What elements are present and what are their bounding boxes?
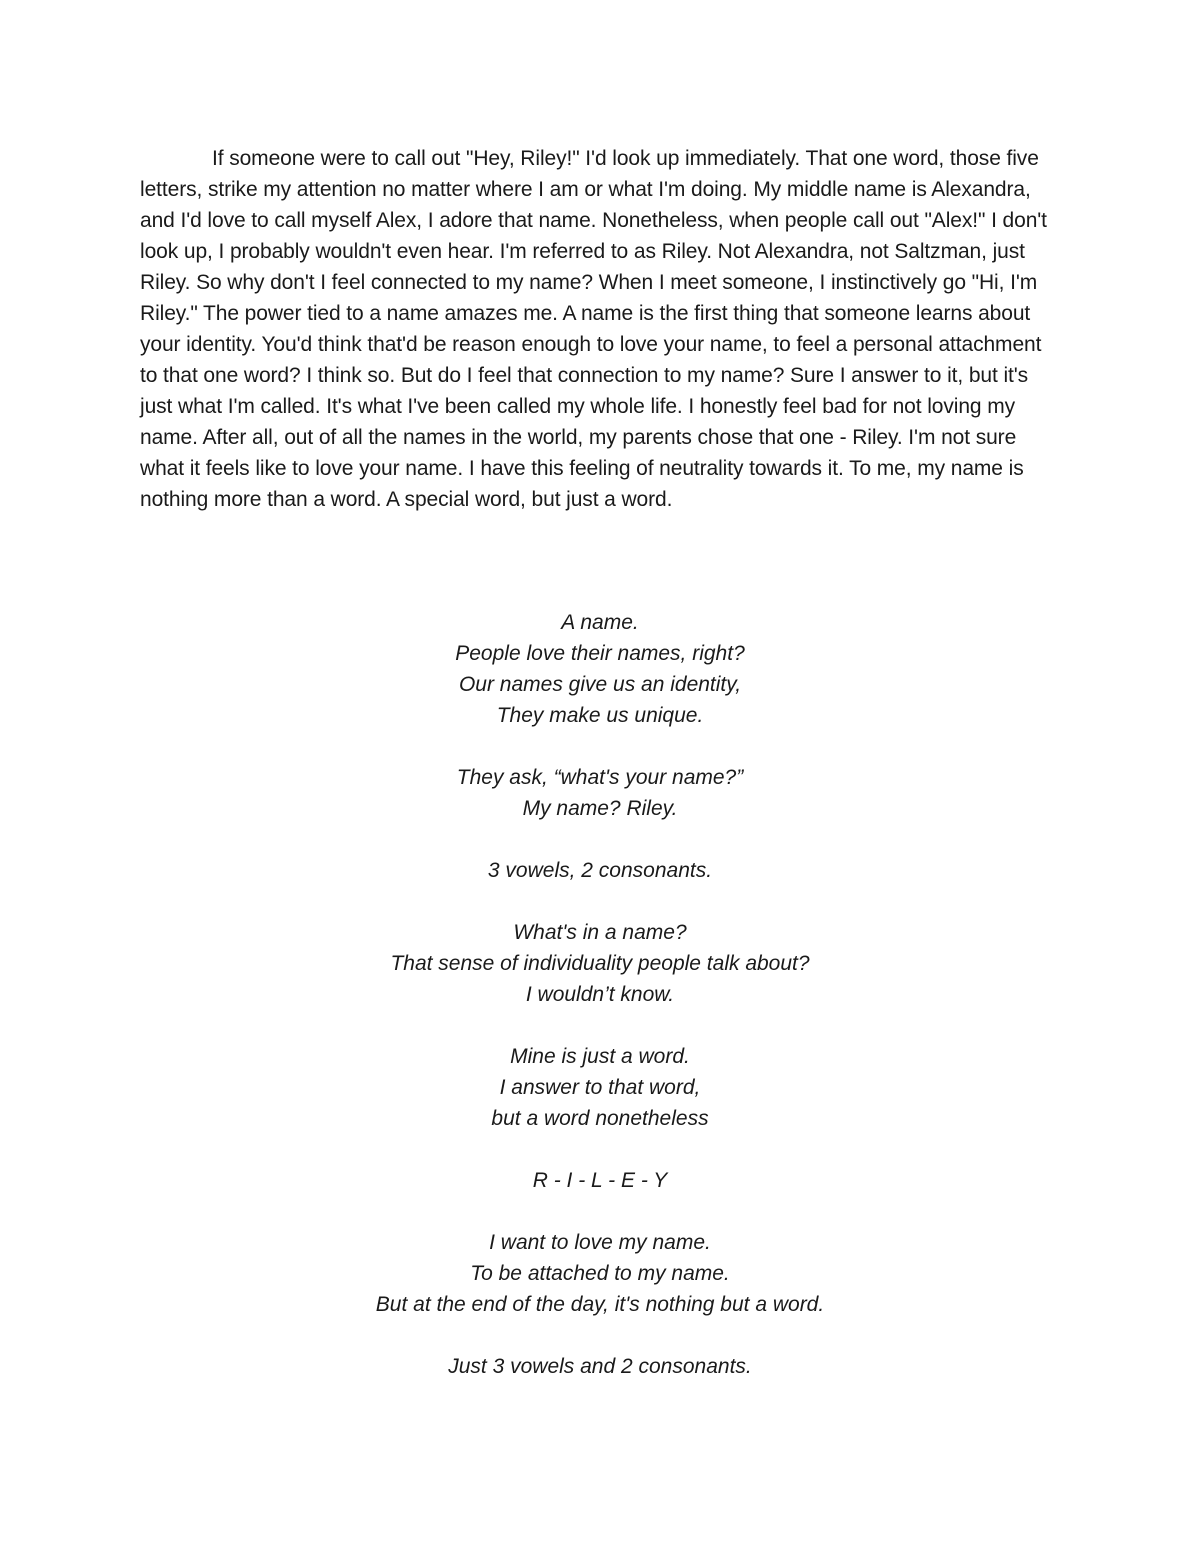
- poem: [140, 607, 1060, 1382]
- poem-stanza-8: [140, 1351, 1060, 1382]
- poem-stanza-7: [140, 1227, 1060, 1320]
- poem-stanza-2: [140, 762, 1060, 824]
- poem-line: To be attached to my name.: [470, 1262, 730, 1285]
- poem-stanza-5: [140, 1041, 1060, 1134]
- poem-line: They ask, “what's your name?”: [456, 766, 744, 789]
- poem-line: That sense of individuality people talk about?: [390, 952, 810, 975]
- poem-stanza-3: [140, 855, 1060, 886]
- poem-line: 3 vowels, 2 consonants.: [487, 859, 713, 882]
- poem-line: R - I - L - E - Y: [532, 1169, 668, 1192]
- essay-paragraph: If someone were to call out "Hey, Riley!" I'd look up immediately. That one word, those five letters, strike my attention no matter where I am or what I'm doing. My middle name is Alexandra, and I'd love to call myself Alex, I adore that name. Nonetheless, when people call out "Alex!" I don't look up, I probably wouldn't even hear. I'm referred to as Riley. Not Alexandra, not Saltzman, just Riley. So why don't I feel connected to my name? When I meet someone, I instinctively go "Hi, I'm Riley." The power tied to a name amazes me. A name is the first thing that someone learns about your identity. You'd think that'd be reason enough to love your name, to feel a personal attachment to that one word? I think so. But do I feel that connection to my name? Sure I answer to it, but it's just what I'm called. It's what I've been called my whole life. I honestly feel bad for not loving my name. After all, out of all the names in the world, my parents chose that one - Riley. I'm not sure what it feels like to love your name. I have this feeling of neutrality towards it. To me, my name is nothing more than a word. A special word, but just a word.: [140, 147, 1047, 511]
- poem-line: I want to love my name.: [489, 1231, 711, 1254]
- poem-line: But at the end of the day, it's nothing but a word.: [375, 1293, 825, 1316]
- poem-stanza-4: [140, 917, 1060, 1010]
- poem-line: I answer to that word,: [499, 1076, 701, 1099]
- poem-stanza-6: [140, 1165, 1060, 1196]
- poem-line: Mine is just a word.: [510, 1045, 690, 1068]
- poem-line: Our names give us an identity,: [458, 673, 742, 696]
- poem-line: What's in a name?: [513, 921, 687, 944]
- poem-stanza-1: [140, 607, 1060, 731]
- poem-line: Just 3 vowels and 2 consonants.: [448, 1355, 752, 1378]
- poem-line: People love their names, right?: [455, 642, 745, 665]
- poem-line: My name? Riley.: [522, 797, 678, 820]
- poem-line: I wouldn’t know.: [525, 983, 675, 1006]
- poem-line: They make us unique.: [496, 704, 704, 727]
- poem-line: A name.: [561, 611, 639, 634]
- poem-line: but a word nonetheless: [491, 1107, 709, 1130]
